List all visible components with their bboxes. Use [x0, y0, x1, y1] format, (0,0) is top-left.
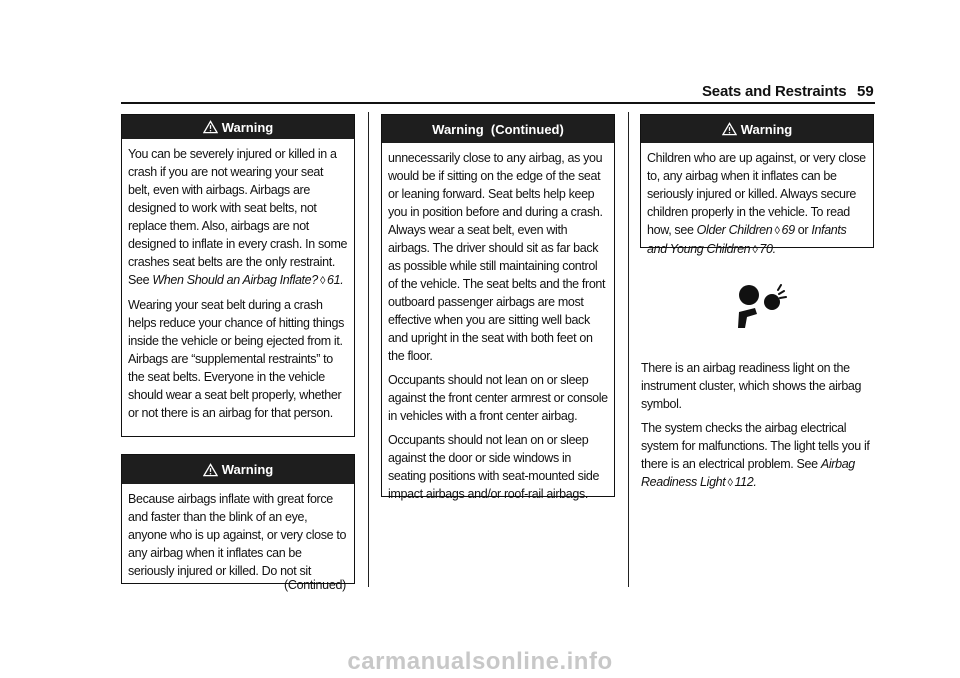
page-ref-arrow-icon: ◊: [319, 275, 325, 287]
airbag-readiness-icon: [735, 282, 787, 330]
warning-title: Warning (Continued): [432, 121, 564, 137]
warning-paragraph: Occupants should not lean on or sleep against the door or side windows in seating positions with seat-mounted side impact airbags and/or roof-rail airbags.: [388, 433, 600, 501]
warning-header: [382, 115, 614, 143]
warning-paragraph: Children who are up against, or very close to, any airbag when it inflates can be seriously injured or killed. Always secure children properly in the vehicle. To read how, see Older Children ◊ 69 or Infants and Young Children ◊ 70.: [647, 151, 866, 256]
header-rule: [121, 102, 875, 104]
page-number: 59: [857, 83, 874, 100]
warning-paragraph: Occupants should not lean on or sleep against the front center armrest or console in vehicles with a front center airbag.: [388, 373, 608, 423]
warning-box-left-2: [121, 454, 355, 592]
body-paragraph: The system checks the airbag electrical system for malfunctions. The light tells you if there is an electrical problem. See Airbag Readiness Light ◊ 112.: [641, 421, 870, 489]
warning-paragraph: Wearing your seat belt during a crash helps reduce your chance of hitting things inside the vehicle or being ejected from it. Airbags are “supplemental restraints” to the seat belts. Everyone in the vehicle should wear a seat belt properly, whether or not there is an airbag for that person.: [128, 298, 345, 420]
warning-triangle-icon: [203, 120, 218, 134]
warning-paragraph: You can be severely injured or killed in a crash if you are not wearing your seat belt, even with airbags. Airbags are designed to work with seat belts, not replace them. Also, airbags are not designed to inflate in every crash. In some crashes seat belts are the only restraint. See When Should an Airbag Inflate? ◊ 61.: [128, 147, 348, 287]
page-ref-arrow-icon: ◊: [727, 477, 733, 489]
warning-triangle-icon: [203, 463, 218, 477]
warning-triangle-icon: [722, 122, 737, 136]
warning-box-left-1: [121, 114, 355, 437]
right-body-text: [641, 359, 875, 498]
watermark: carmanualsonline.info: [347, 648, 613, 675]
section-title: Seats and Restraints: [702, 83, 847, 100]
warning-paragraph: unnecessarily close to any airbag, as you would be if sitting on the edge of the seat or leaning forward. Seat belts help keep you in position before and during a crash. Always wear a seat belt, even with airbags. The driver should sit as far back as possible while still maintaining control of the vehicle. The seat belts and the front outboard passenger airbags are most effective when you are sitting well back and upright in the seat with both feet on the floor.: [388, 151, 606, 363]
body-paragraph: There is an airbag readiness light on the instrument cluster, which shows the airbag symbol.: [641, 361, 862, 411]
warning-box-right: [640, 114, 874, 256]
column-divider-1: [368, 112, 369, 587]
warning-header: [122, 115, 354, 139]
cross-reference-link[interactable]: Older Children ◊ 69: [696, 223, 795, 237]
cross-reference-link[interactable]: When Should an Airbag Inflate? ◊ 61: [152, 273, 341, 287]
continued-label: (Continued): [283, 578, 346, 592]
page-ref-arrow-icon: ◊: [774, 225, 780, 237]
column-divider-2: [628, 112, 629, 587]
warning-title: Warning: [740, 121, 793, 137]
warning-title: Warning: [221, 462, 274, 477]
warning-header: [641, 115, 873, 143]
cross-reference-link[interactable]: Infants and Young Children ◊ 70: [647, 223, 847, 256]
warning-paragraph: Because airbags inflate with great force and faster than the blink of an eye, anyone who is up against, or very close to any airbag when it inflates can be seriously injured or killed. Do not sit: [128, 492, 347, 578]
warning-box-middle: [381, 114, 615, 501]
cross-reference-link[interactable]: Airbag Readiness Light ◊ 112: [641, 457, 855, 489]
warning-title: Warning: [221, 119, 274, 135]
page-ref-arrow-icon: ◊: [752, 244, 758, 256]
warning-header: [122, 455, 354, 484]
